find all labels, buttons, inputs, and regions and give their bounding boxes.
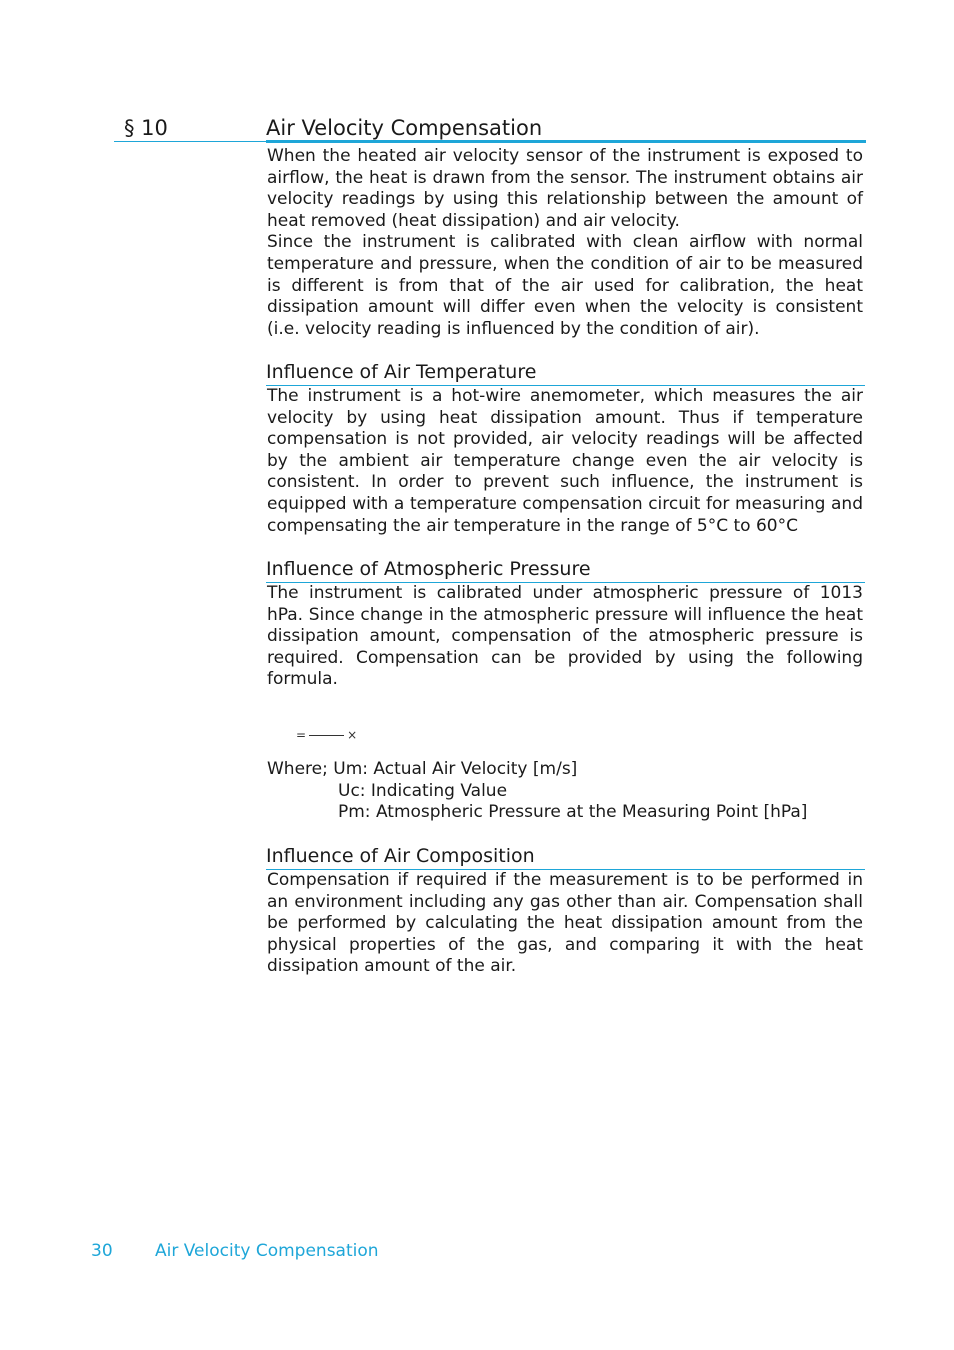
section-number: § 10 — [124, 116, 168, 140]
page-number: 30 — [91, 1241, 113, 1261]
where-label: Where; — [267, 759, 328, 779]
legend-um: Um: Actual Air Velocity [m/s] — [333, 759, 578, 779]
intro-paragraph-1: When the heated air velocity sensor of the instrument is exposed to airflow, the heat is drawn from the sensor. The instrument obtains air velocity readings by using this relationship between the amount of heat removed (heat dissipation) and air velocity. — [267, 146, 863, 231]
temperature-paragraph: The instrument is a hot-wire anemometer, which measures the air velocity by using heat dissipation amount. Thus if temperature compensation is not provided, air velocity readings will be affected by the ambient air temperature change even the air velocity is consistent. In order to prevent such influence, the instrument is equipped with a temperature compensation circuit for measuring and compensating the air temperature in the range of 5°C to 60°C — [267, 386, 863, 536]
temperature-heading: Influence of Air Temperature — [266, 360, 865, 386]
formula-times: × — [347, 728, 358, 742]
formula-fraction-bar — [309, 735, 344, 736]
pressure-text — [267, 583, 863, 691]
composition-paragraph: Compensation if required if the measurement is to be performed in an environment including any gas other than air. Compensation shall be performed by calculating the heat dissipation amount from the physical properties of the gas, and comparing it with the heat dissipation amount of the air. — [267, 870, 863, 977]
intro-paragraph-2: Since the instrument is calibrated with clean airflow with normal temperature and pressure, when the condition of air to be measured is different is from that of the air used for calibration, the heat dissipation amount will differ even when the velocity is consistent (i.e. velocity reading is influenced by the condition of air). — [267, 232, 863, 339]
pressure-paragraph: The instrument is calibrated under atmospheric pressure of 1013 hPa. Since change in the atmospheric pressure will influence the heat dissipation amount, compensation of the atmospheric pressure is required. Compensation can be provided by using the following formula. — [267, 583, 863, 690]
intro-text — [267, 146, 863, 340]
legend-row-um — [267, 759, 807, 781]
section-rule-main — [266, 140, 866, 143]
pressure-heading: Influence of Atmospheric Pressure — [266, 557, 865, 583]
section-rule-left — [114, 141, 266, 142]
composition-heading: Influence of Air Composition — [266, 844, 865, 870]
formula-legend — [267, 759, 807, 824]
temperature-text — [267, 386, 863, 537]
footer-title: Air Velocity Compensation — [155, 1241, 379, 1261]
formula-equals: = — [296, 728, 307, 742]
legend-pm: Pm: Atmospheric Pressure at the Measuring Point [hPa] — [338, 802, 808, 823]
compensation-formula — [296, 728, 357, 742]
section-title: Air Velocity Compensation — [266, 116, 543, 140]
composition-text — [267, 870, 863, 978]
legend-uc: Uc: Indicating Value — [338, 780, 508, 801]
